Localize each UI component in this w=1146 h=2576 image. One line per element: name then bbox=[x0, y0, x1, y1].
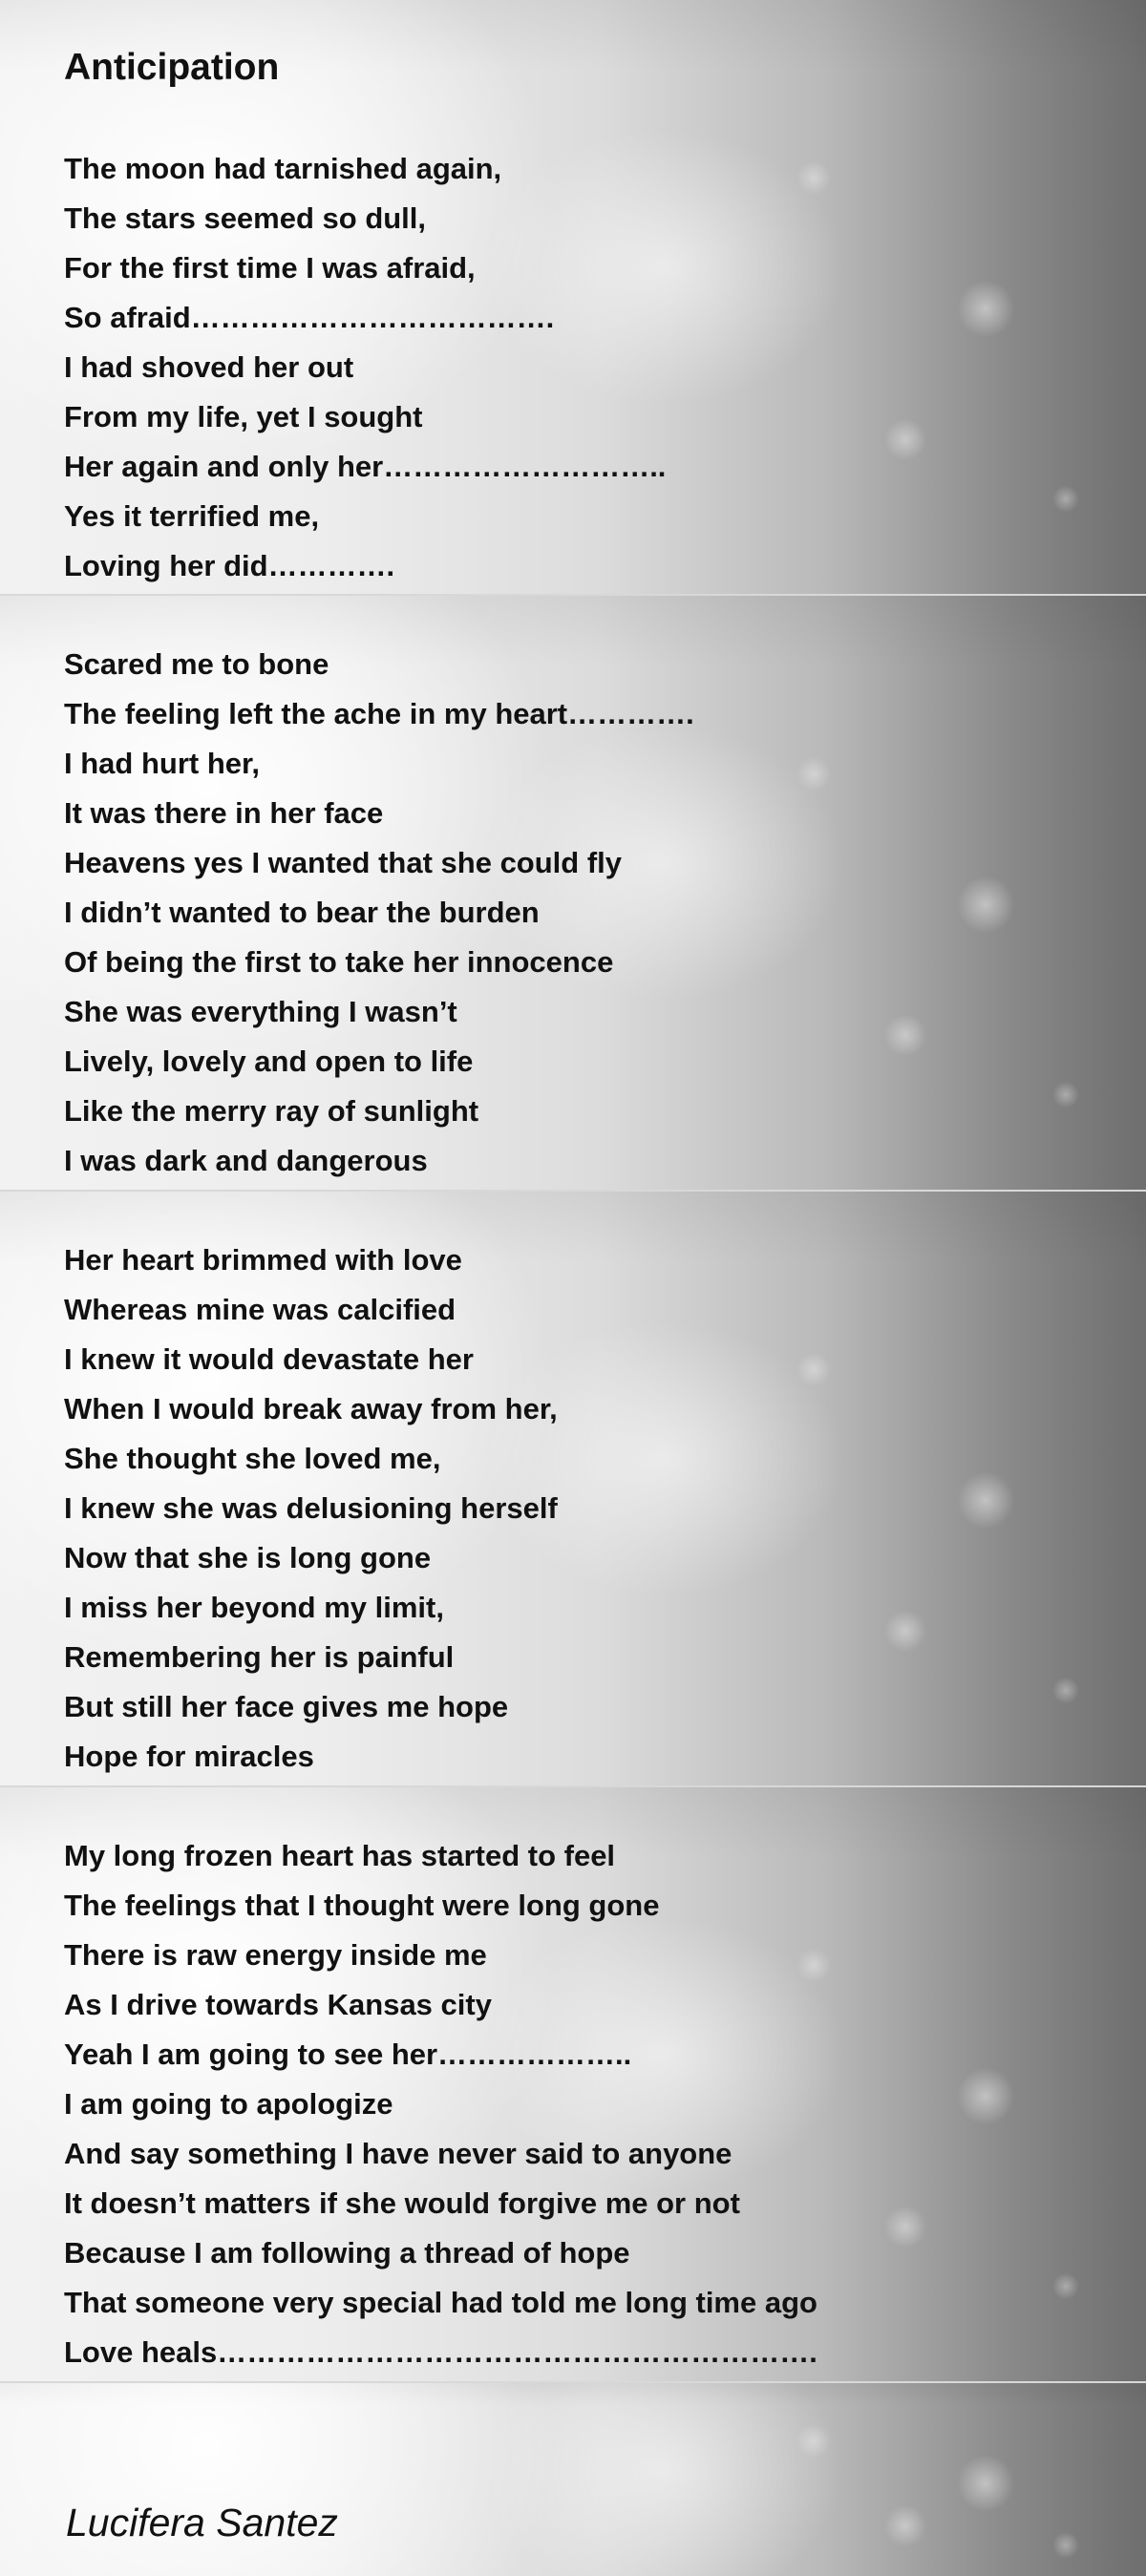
poem-panel-2 bbox=[0, 596, 1146, 1190]
poem-line: I didn’t wanted to bear the burden bbox=[64, 896, 540, 929]
poem-line: It doesn’t matters if she would forgive me or not bbox=[64, 2186, 740, 2220]
poem-line: The moon had tarnished again, bbox=[64, 152, 502, 185]
poem-line: Her heart brimmed with love bbox=[64, 1243, 462, 1277]
stanza-4 bbox=[64, 1831, 817, 2377]
poem-line: Her again and only her……………………….. bbox=[64, 450, 667, 483]
author-panel bbox=[0, 2383, 1146, 2576]
poem-line: Loving her did…………. bbox=[64, 549, 395, 582]
poem-title: Anticipation bbox=[64, 47, 280, 88]
stanza-3 bbox=[64, 1235, 558, 1782]
poem-line: Lively, lovely and open to life bbox=[64, 1045, 474, 1078]
poem-line: That someone very special had told me long time ago bbox=[64, 2286, 817, 2319]
poem-line: I was dark and dangerous bbox=[64, 1144, 428, 1177]
poem-line: And say something I have never said to anyone bbox=[64, 2137, 732, 2170]
poem-line: There is raw energy inside me bbox=[64, 1938, 487, 1972]
poem-line: Of being the first to take her innocence bbox=[64, 945, 614, 979]
poem-panel-3 bbox=[0, 1192, 1146, 1785]
poem-line: Yes it terrified me, bbox=[64, 499, 320, 533]
poem-line: She thought she loved me, bbox=[64, 1442, 441, 1475]
poem-line: Remembering her is painful bbox=[64, 1640, 455, 1674]
poem-line: When I would break away from her, bbox=[64, 1392, 558, 1425]
poem-line: It was there in her face bbox=[64, 796, 384, 830]
poem-line: I had hurt her, bbox=[64, 747, 260, 780]
poem-line: The stars seemed so dull, bbox=[64, 201, 427, 235]
poem-line: Now that she is long gone bbox=[64, 1541, 432, 1574]
poem-line: Heavens yes I wanted that she could fly bbox=[64, 846, 623, 879]
poem-line: Hope for miracles bbox=[64, 1740, 314, 1773]
poem-line: Because I am following a thread of hope bbox=[64, 2236, 630, 2270]
poem-line: The feeling left the ache in my heart…………. bbox=[64, 697, 694, 730]
author-name: Lucifera Santez bbox=[66, 2501, 338, 2544]
stanza-2 bbox=[64, 640, 694, 1186]
poem-line: I miss her beyond my limit, bbox=[64, 1591, 444, 1624]
poem-line: Yeah I am going to see her……………….. bbox=[64, 2038, 632, 2071]
poem-line: I knew she was delusioning herself bbox=[64, 1491, 558, 1525]
poem-line: She was everything I wasn’t bbox=[64, 995, 457, 1028]
poem-line: But still her face gives me hope bbox=[64, 1690, 509, 1723]
poem-line: Scared me to bone bbox=[64, 647, 329, 681]
poem-line: So afraid………………………………. bbox=[64, 301, 555, 334]
poem-panel-4 bbox=[0, 1787, 1146, 2381]
poem-line: I knew it would devastate her bbox=[64, 1342, 474, 1376]
poem-line: The feelings that I thought were long gone bbox=[64, 1889, 660, 1922]
poem-line: From my life, yet I sought bbox=[64, 400, 423, 433]
poem-line: Like the merry ray of sunlight bbox=[64, 1094, 479, 1128]
poem-line: For the first time I was afraid, bbox=[64, 251, 476, 285]
poem-line: As I drive towards Kansas city bbox=[64, 1988, 492, 2021]
poem-line: Whereas mine was calcified bbox=[64, 1293, 456, 1326]
poem-panel-1 bbox=[0, 0, 1146, 594]
stanza-1 bbox=[64, 144, 666, 591]
poem-line: Love heals……………………………………………………. bbox=[64, 2335, 817, 2369]
poem-line: I am going to apologize bbox=[64, 2087, 393, 2121]
poem-line: My long frozen heart has started to feel bbox=[64, 1839, 616, 1872]
poem-line: I had shoved her out bbox=[64, 350, 354, 384]
